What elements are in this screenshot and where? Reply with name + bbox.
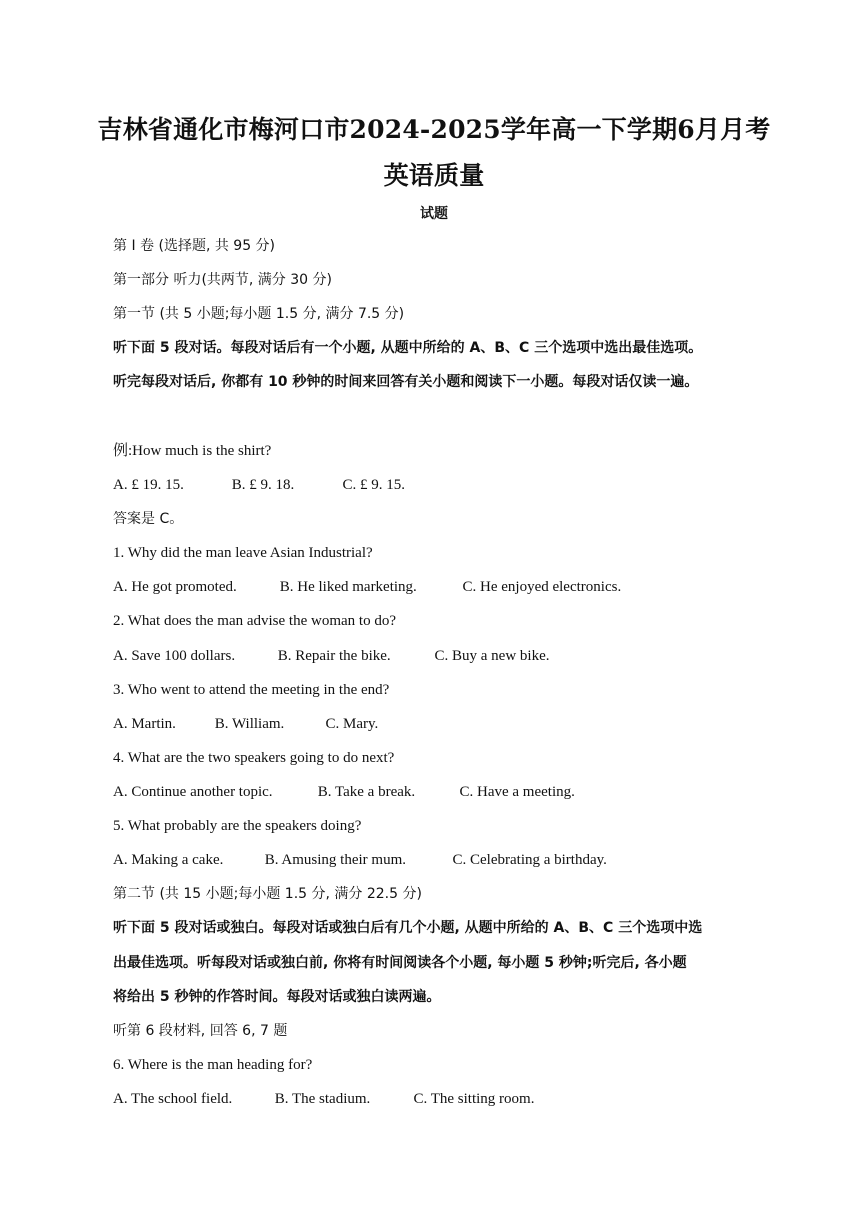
question-5-option-c: C. Celebrating a birthday. (452, 852, 607, 868)
question-4: 4. What are the two speakers going to do next? (113, 750, 395, 766)
question-6-options (113, 1089, 534, 1109)
page-title-line-1: 吉林省通化市梅河口市2024-2025学年高一下学期6月月考 (97, 115, 771, 144)
example-option-a: A. £ 19. 15. (113, 477, 184, 493)
question-4-option-a: A. Continue another topic. (113, 784, 273, 800)
question-3-option-b: B. William. (214, 716, 285, 732)
example-question: 例:How much is the shirt? (113, 443, 272, 459)
question-4-option-c: C. Have a meeting. (459, 784, 575, 800)
question-1-option-a: A. He got promoted. (113, 579, 237, 595)
question-5: 5. What probably are the speakers doing? (113, 818, 362, 834)
example-option-b: B. £ 9. 18. (231, 477, 295, 493)
question-1-option-b: B. He liked marketing. (279, 579, 417, 595)
question-5-option-b: B. Amusing their mum. (264, 852, 407, 868)
example-option-c: C. £ 9. 15. (342, 477, 406, 493)
question-2-option-a: A. Save 100 dollars. (113, 648, 236, 664)
question-4-options (113, 782, 575, 802)
question-3: 3. Who went to attend the meeting in the end? (113, 682, 390, 698)
section1-instruction-line-1: 听下面 5 段对话。每段对话后有一个小题, 从题中所给的 A、B、C 三个选项中选出最佳选项。 (113, 340, 703, 356)
question-5-option-a: A. Making a cake. (113, 852, 224, 868)
page-subtitle: 试题 (420, 206, 448, 222)
question-6-option-c: C. The sitting room. (413, 1091, 535, 1107)
section2-heading: 第二节 (共 15 小题;每小题 1.5 分, 满分 22.5 分) (113, 886, 422, 902)
question-1-option-c: C. He enjoyed electronics. (462, 579, 622, 595)
section1-heading: 第一节 (共 5 小题;每小题 1.5 分, 满分 7.5 分) (113, 306, 405, 322)
example-answer: 答案是 C。 (113, 511, 184, 527)
question-3-options (113, 714, 378, 734)
section1-instruction-line-2: 听完每段对话后, 你都有 10 秒钟的时间来回答有关小题和阅读下一小题。每段对话仅读一遍。 (113, 374, 699, 390)
question-2-option-b: B. Repair the bike. (277, 648, 391, 664)
section2-instruction-line-3: 将给出 5 秒钟的作答时间。每段对话或独白读两遍。 (113, 989, 441, 1005)
question-3-option-c: C. Mary. (325, 716, 379, 732)
page-title-line-2: 英语质量 (383, 161, 485, 190)
question-6: 6. Where is the man heading for? (113, 1057, 313, 1073)
question-1: 1. Why did the man leave Asian Industrial? (113, 545, 373, 561)
question-6-option-b: B. The stadium. (274, 1091, 371, 1107)
question-1-options (113, 577, 621, 597)
question-6-option-a: A. The school field. (113, 1091, 233, 1107)
question-3-option-a: A. Martin. (113, 716, 176, 732)
section2-instruction-line-2: 出最佳选项。听每段对话或独白前, 你将有时间阅读各个小题, 每小题 5 秒钟;听完后, 各小题 (113, 955, 687, 971)
question-2-options (113, 646, 549, 666)
part1-heading: 第一部分 听力(共两节, 满分 30 分) (113, 272, 332, 288)
section2-instruction-line-1: 听下面 5 段对话或独白。每段对话或独白后有几个小题, 从题中所给的 A、B、C 三个选项中选 (113, 920, 703, 936)
question-4-option-b: B. Take a break. (317, 784, 416, 800)
example-options (113, 475, 405, 495)
question-2: 2. What does the man advise the woman to do? (113, 613, 396, 629)
question-2-option-c: C. Buy a new bike. (434, 648, 550, 664)
volume-heading: 第 I 卷 (选择题, 共 95 分) (113, 238, 276, 254)
question-5-options (113, 850, 607, 870)
material-6-heading: 听第 6 段材料, 回答 6, 7 题 (113, 1023, 288, 1039)
